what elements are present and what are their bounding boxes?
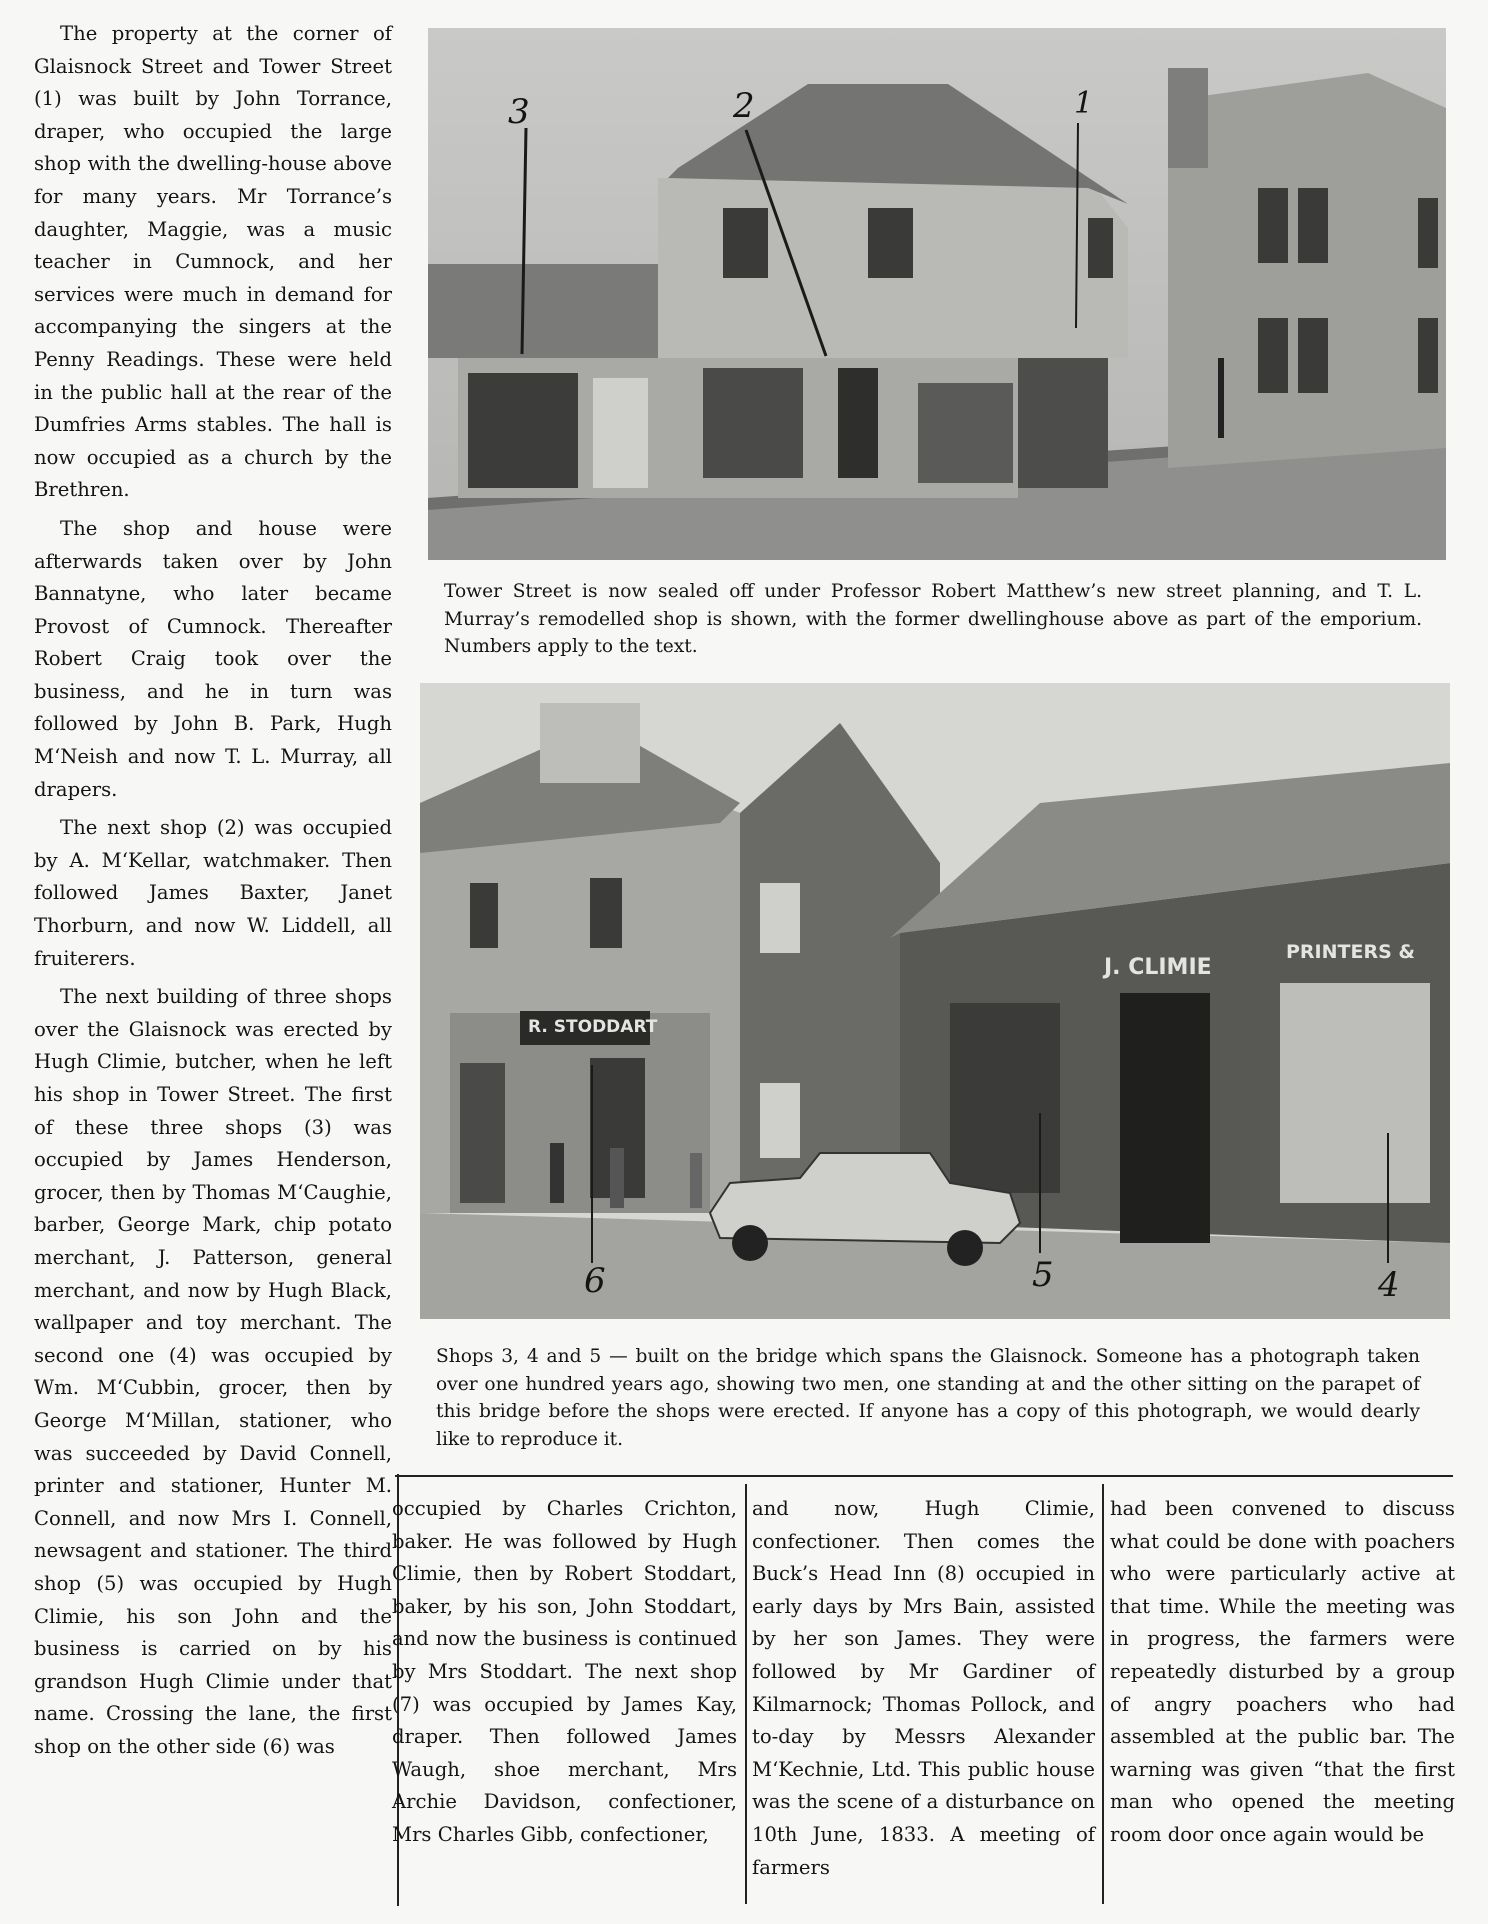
photo2-marker-4: 4 xyxy=(1378,1265,1400,1305)
column-4 xyxy=(1110,1493,1455,1852)
sign-stoddart: R. STODDART xyxy=(528,1017,658,1037)
paragraph-4: The next building of three shops over the Glaisnock was erected by Hugh Climie, butcher, when he left his shop in Tower Street. The first of these three shops (3) was occupied by James Henderson, grocer, then by Thomas M‘Caughie, barber, George Mark, chip potato merchant, J. Patterson, general merchant, and now by Hugh Black, wallpaper and toy merchant. The second one (4) was occupied by Wm. M‘Cubbin, grocer, then by George M‘Millan, stationer, who was succeeded by David Connell, printer and stationer, Hunter M. Connell, and now Mrs I. Connell, newsagent and stationer. The third shop (5) was occupied by Hugh Climie, his son John and the business is carried on by his grandson Hugh Climie under that name. Crossing the lane, the first shop on the other side (6) was xyxy=(34,985,392,1758)
photo-tower-street xyxy=(428,28,1446,560)
column-2-text: occupied by Charles Crichton, baker. He was followed by Hugh Climie, then by Robert Stoddart, baker, by his son, John Stoddart, and now the business is continued by Mrs Stoddart. The next shop (7) was occupied by James Kay, draper. Then followed James Waugh, shoe merchant, Mrs Archie Davidson, confectioner, Mrs Charles Gibb, confectioner, xyxy=(392,1497,737,1846)
column-4-text: had been convened to discuss what could be done with poachers who were particularly active at that time. While the meeting was in progress, the farmers were repeatedly disturbed by a group of angry poachers who had assembled at the public bar. The warning was given “that the first man who opened the meeting room door once again would be xyxy=(1110,1497,1455,1846)
bridge-shops-photo-graphic xyxy=(420,683,1450,1319)
photo1-marker-1: 1 xyxy=(1074,86,1094,121)
left-column xyxy=(34,18,392,1763)
section-divider xyxy=(395,1475,1453,1477)
photo2-marker-6: 6 xyxy=(584,1261,606,1301)
column-3-text: and now, Hugh Climie, confectioner. Then comes the Buck’s Head Inn (8) occupied in early days by Mrs Bain, assisted by her son James. They were followed by Mr Gardiner of Kilmarnock; Thomas Pollock, and to-day by Messrs Alexander M‘Kechnie, Ltd. This public house was the scene of a disturbance on 10th June, 1833. A meeting of farmers xyxy=(752,1497,1095,1879)
caption-photo-1: Tower Street is now sealed off under Professor Robert Matthew’s new street planning, and T. L. Murray’s remodelled shop is shown, with the former dwellinghouse above as part of the emporium. Numbers apply to the text. xyxy=(444,581,1422,657)
tower-street-photo-graphic xyxy=(428,28,1446,560)
paragraph-1: The property at the corner of Glaisnock Street and Tower Street (1) was built by John Torrance, draper, who occupied the large shop with the dwelling-house above for many years. Mr Torrance’s daughter, Maggie, was a music teacher in Cumnock, and her services were much in demand for accompanying the singers at the Penny Readings. These were held in the public hall at the rear of the Dumfries Arms stables. The hall is now occupied as a church by the Brethren. xyxy=(34,22,392,502)
paragraph-3: The next shop (2) was occupied by A. M‘Kellar, watchmaker. Then followed James Baxter, Janet Thorburn, and now W. Liddell, all fruiterers. xyxy=(34,816,392,970)
column-3 xyxy=(752,1493,1095,1884)
photo1-marker-3: 3 xyxy=(508,92,530,132)
sign-climie: J. CLIMIE xyxy=(1104,955,1212,980)
photo2-marker-5: 5 xyxy=(1032,1255,1054,1295)
caption-photo-2: Shops 3, 4 and 5 — built on the bridge which spans the Glaisnock. Someone has a photograph taken over one hundred years ago, showing two men, one standing at and the other sitting on the parapet of this bridge before the shops were erected. If anyone has a copy of this photograph, we would dearly like to reproduce it. xyxy=(436,1346,1420,1450)
sign-printers: PRINTERS & xyxy=(1286,941,1415,963)
column-divider-middle xyxy=(745,1484,747,1904)
photo-bridge-shops xyxy=(420,683,1450,1319)
column-2 xyxy=(392,1493,737,1852)
paragraph-2: The shop and house were afterwards taken over by John Bannatyne, who later became Provost of Cumnock. Thereafter Robert Craig took over the business, and he in turn was followed by John B. Park, Hugh M‘Neish and now T. L. Murray, all drapers. xyxy=(34,516,392,801)
photo1-marker-2: 2 xyxy=(733,86,755,126)
column-divider-right xyxy=(1102,1484,1104,1904)
